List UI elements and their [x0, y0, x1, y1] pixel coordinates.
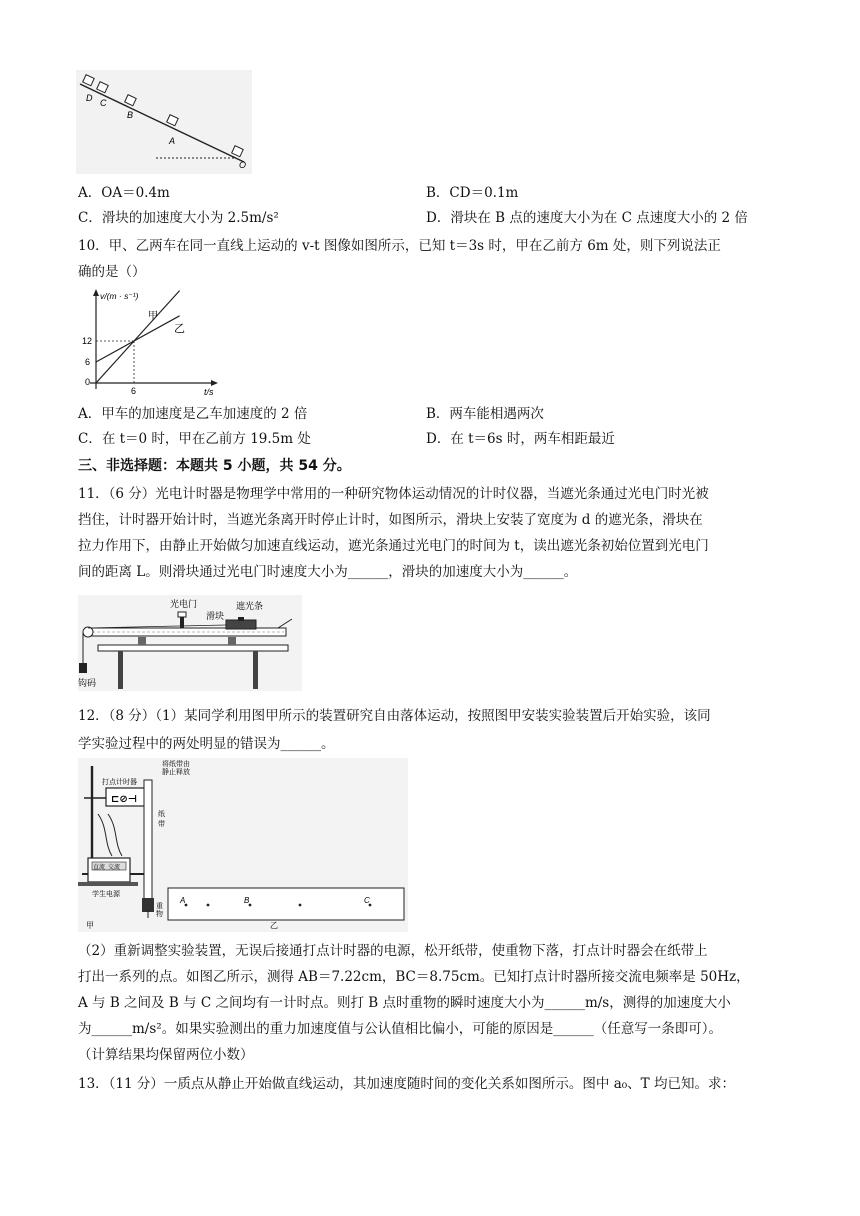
label-c: C	[100, 98, 107, 108]
label-jia: 甲	[86, 921, 94, 930]
x-axis-label: t/s	[204, 387, 214, 397]
label-a: A	[169, 136, 176, 146]
q10-option-c: C．在 t＝0 时，甲在乙前方 19.5m 处	[78, 431, 311, 447]
section-heading: 三、非选择题：本题共 5 小题，共 54 分。	[78, 458, 351, 474]
label-release-1: 将纸带由	[162, 761, 190, 768]
tape-point-b: B	[244, 896, 250, 905]
svg-text:⊏⊘⊣: ⊏⊘⊣	[111, 794, 137, 805]
q12-part2-line2: 打出一系列的点。如图乙所示，测得 AB＝7.22cm，BC＝8.75cm。已知打点计时器所接交流电频率是 50Hz，	[78, 969, 750, 985]
q10-option-d: D．在 t＝6s 时，两车相距最近	[426, 431, 615, 447]
q12-line1: 12．（8 分）（1）某同学利用图甲所示的装置研究自由落体运动，按照图甲安装实验装置后开始实验，该同	[78, 708, 711, 724]
label-weight-2: 物	[156, 911, 163, 918]
q12-part2-line5: （计算结果均保留两位小数）	[78, 1047, 254, 1063]
label-release-2: 静止释放	[162, 769, 190, 776]
y-tick-12: 12	[82, 336, 93, 346]
q11-line2: 挡住，计时器开始计时，当遮光条离开时停止计时，如图所示，滑块上安装了宽度为 d 的遮光条，滑块在	[78, 512, 703, 528]
label-block: 滑块	[206, 611, 225, 621]
label-power-ac: 交流	[108, 865, 121, 871]
origin-label: 0	[85, 377, 91, 387]
label-power-supply: 学生电源	[92, 891, 120, 898]
q11-line4: 间的距离 L。则滑块通过光电门时速度大小为______，滑块的加速度大小为______。	[78, 564, 578, 580]
tape-point-c: C	[364, 896, 370, 905]
q13-line1: 13．（11 分）一质点从静止开始做直线运动，其加速度随时间的变化关系如图所示。图中 a₀、T 均已知。求：	[78, 1076, 735, 1092]
q9-option-d: D．滑块在 B 点的速度大小为在 C 点速度大小的 2 倍	[426, 210, 748, 226]
label-tape-2: 带	[158, 821, 165, 828]
series-line-yi	[96, 316, 180, 362]
label-strip: 遮光条	[236, 601, 264, 611]
photogate-figure	[78, 595, 302, 691]
label-photogate: 光电门	[170, 599, 198, 609]
q12-part2-line4: 为______m/s²。如果实验测出的重力加速度值与公认值相比偏小，可能的原因是______（任意写一条即可）。	[78, 1021, 722, 1037]
label-timer: 打点计时器	[102, 779, 137, 786]
q10-stem-line2: 确的是（）	[78, 264, 146, 280]
q10-stem-line1: 10．甲、乙两车在同一直线上运动的 v-t 图像如图所示，已知 t＝3s 时，甲在乙前方 6m 处，则下列说法正	[78, 238, 721, 254]
free-fall-apparatus-figure	[78, 758, 408, 932]
y-axis-label: v/(m · s⁻¹)	[100, 291, 139, 301]
tape-point-a: A	[180, 896, 186, 905]
label-tape-1: 纸	[158, 811, 165, 818]
vt-chart	[80, 289, 220, 397]
q9-option-b: B．CD＝0.1m	[426, 185, 519, 201]
q9-option-c: C．滑块的加速度大小为 2.5m/s²	[78, 210, 279, 226]
y-tick-6: 6	[85, 357, 91, 367]
label-b: B	[127, 110, 134, 120]
label-power-dc: 直流	[93, 865, 106, 871]
label-weight-1: 重	[156, 903, 163, 910]
x-tick-6: 6	[131, 386, 137, 396]
q12-part2-line1: （2）重新调整实验装置，无误后接通打点计时器的电源，松开纸带，使重物下落，打点计时器会在纸带上	[78, 943, 708, 959]
label-yi: 乙	[270, 921, 278, 930]
label-d: D	[86, 93, 93, 103]
label-o: O	[239, 160, 247, 170]
series-line-jia	[96, 291, 180, 383]
q9-option-a: A．OA＝0.4m	[78, 185, 170, 201]
q12-part2-line3: A 与 B 之间及 B 与 C 之间均有一计时点。则打 B 点时重物的瞬时速度大小为______m/s，测得的加速度大小	[78, 995, 731, 1011]
series-label-jia: 甲	[148, 311, 158, 322]
q12-line2: 学实验过程中的两处明显的错误为______。	[78, 736, 335, 752]
q10-option-a: A．甲车的加速度是乙车加速度的 2 倍	[78, 406, 308, 422]
q10-option-b: B．两车能相遇两次	[426, 406, 544, 422]
q11-line3: 拉力作用下，由静止开始做匀加速直线运动，遮光条通过光电门的时间为 t，读出遮光条初始位置到光电门	[78, 538, 709, 554]
series-label-yi: 乙	[174, 323, 185, 335]
label-hook-weight: 钩码	[78, 678, 97, 688]
incline-figure	[76, 70, 252, 174]
q11-line1: 11．（6 分）光电计时器是物理学中常用的一种研究物体运动情况的计时仪器，当遮光条通过光电门时光被	[78, 486, 709, 502]
